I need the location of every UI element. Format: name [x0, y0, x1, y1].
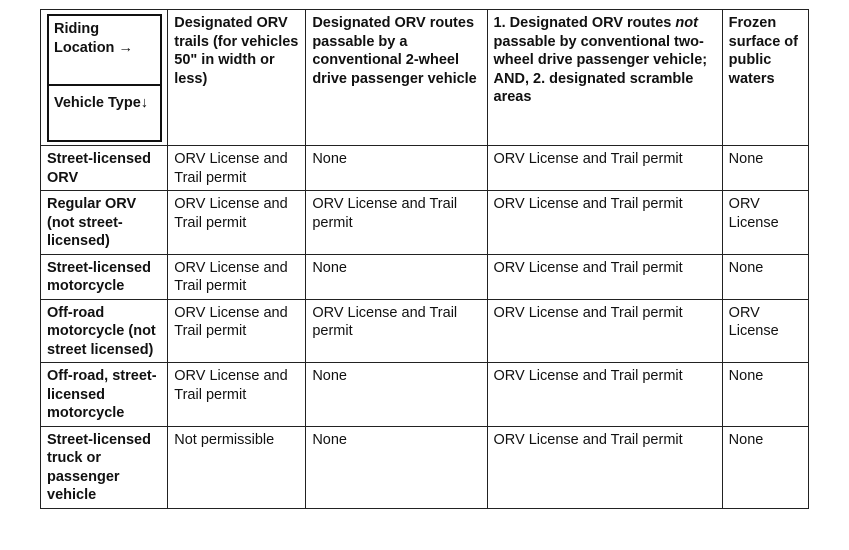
table-cell: Not permissible	[168, 426, 306, 508]
table-cell: ORV License and Trail permit	[168, 191, 306, 255]
vehicle-type-cell: Street-licensed truck or passenger vehicle	[41, 426, 168, 508]
table-cell: ORV License and Trail permit	[487, 146, 722, 191]
table-cell: None	[722, 254, 808, 299]
table-cell: ORV License and Trail permit	[487, 426, 722, 508]
vehicle-type-cell: Regular ORV (not street-licensed)	[41, 191, 168, 255]
table-row	[41, 254, 809, 299]
table-cell: ORV License and Trail permit	[168, 363, 306, 427]
header-row	[41, 10, 809, 146]
table-cell: None	[306, 254, 487, 299]
header-orv-trails: Designated ORV trails (for vehicles 50" in width or less)	[168, 10, 306, 146]
table-cell: ORV License and Trail permit	[487, 191, 722, 255]
table-cell: ORV License and Trail permit	[168, 299, 306, 363]
table-cell: None	[306, 426, 487, 508]
table-cell: ORV License	[722, 191, 808, 255]
table-row	[41, 363, 809, 427]
table-cell: ORV License and Trail permit	[306, 299, 487, 363]
header-col3-part-a: 1. Designated ORV routes	[493, 15, 676, 31]
vehicle-type-cell: Street-licensed motorcycle	[41, 254, 168, 299]
table-cell: None	[306, 363, 487, 427]
table-row	[41, 299, 809, 363]
header-col3-not: not	[675, 15, 698, 31]
table-cell: ORV License	[722, 299, 808, 363]
vehicle-type-cell: Off-road, street-licensed motorcycle	[41, 363, 168, 427]
vehicle-type-cell: Street-licensed ORV	[41, 146, 168, 191]
table-row	[41, 426, 809, 508]
header-frozen-waters: Frozen surface of public waters	[722, 10, 808, 146]
permit-table	[40, 9, 809, 509]
corner-header-cell	[41, 10, 168, 146]
header-orv-routes-passable: Designated ORV routes passable by a conventional 2-wheel drive passenger vehicle	[306, 10, 487, 146]
table-cell: ORV License and Trail permit	[168, 254, 306, 299]
table-cell: None	[722, 363, 808, 427]
vehicle-type-cell: Off-road motorcycle (not street licensed)	[41, 299, 168, 363]
riding-location-label: Riding Location →	[49, 16, 160, 86]
table-cell: None	[306, 146, 487, 191]
table-cell: ORV License and Trail permit	[487, 363, 722, 427]
table-cell: ORV License and Trail permit	[306, 191, 487, 255]
table-cell: None	[722, 426, 808, 508]
header-col3-part-b: passable by conventional two-wheel drive passenger vehicle; AND, 2. designated scramble areas	[493, 33, 708, 105]
table-cell: ORV License and Trail permit	[487, 254, 722, 299]
table-cell: None	[722, 146, 808, 191]
header-orv-routes-not-passable	[487, 10, 722, 146]
table-row	[41, 191, 809, 255]
table-cell: ORV License and Trail permit	[168, 146, 306, 191]
vehicle-type-label: Vehicle Type↓	[54, 95, 149, 111]
table-row	[41, 146, 809, 191]
table-cell: ORV License and Trail permit	[487, 299, 722, 363]
